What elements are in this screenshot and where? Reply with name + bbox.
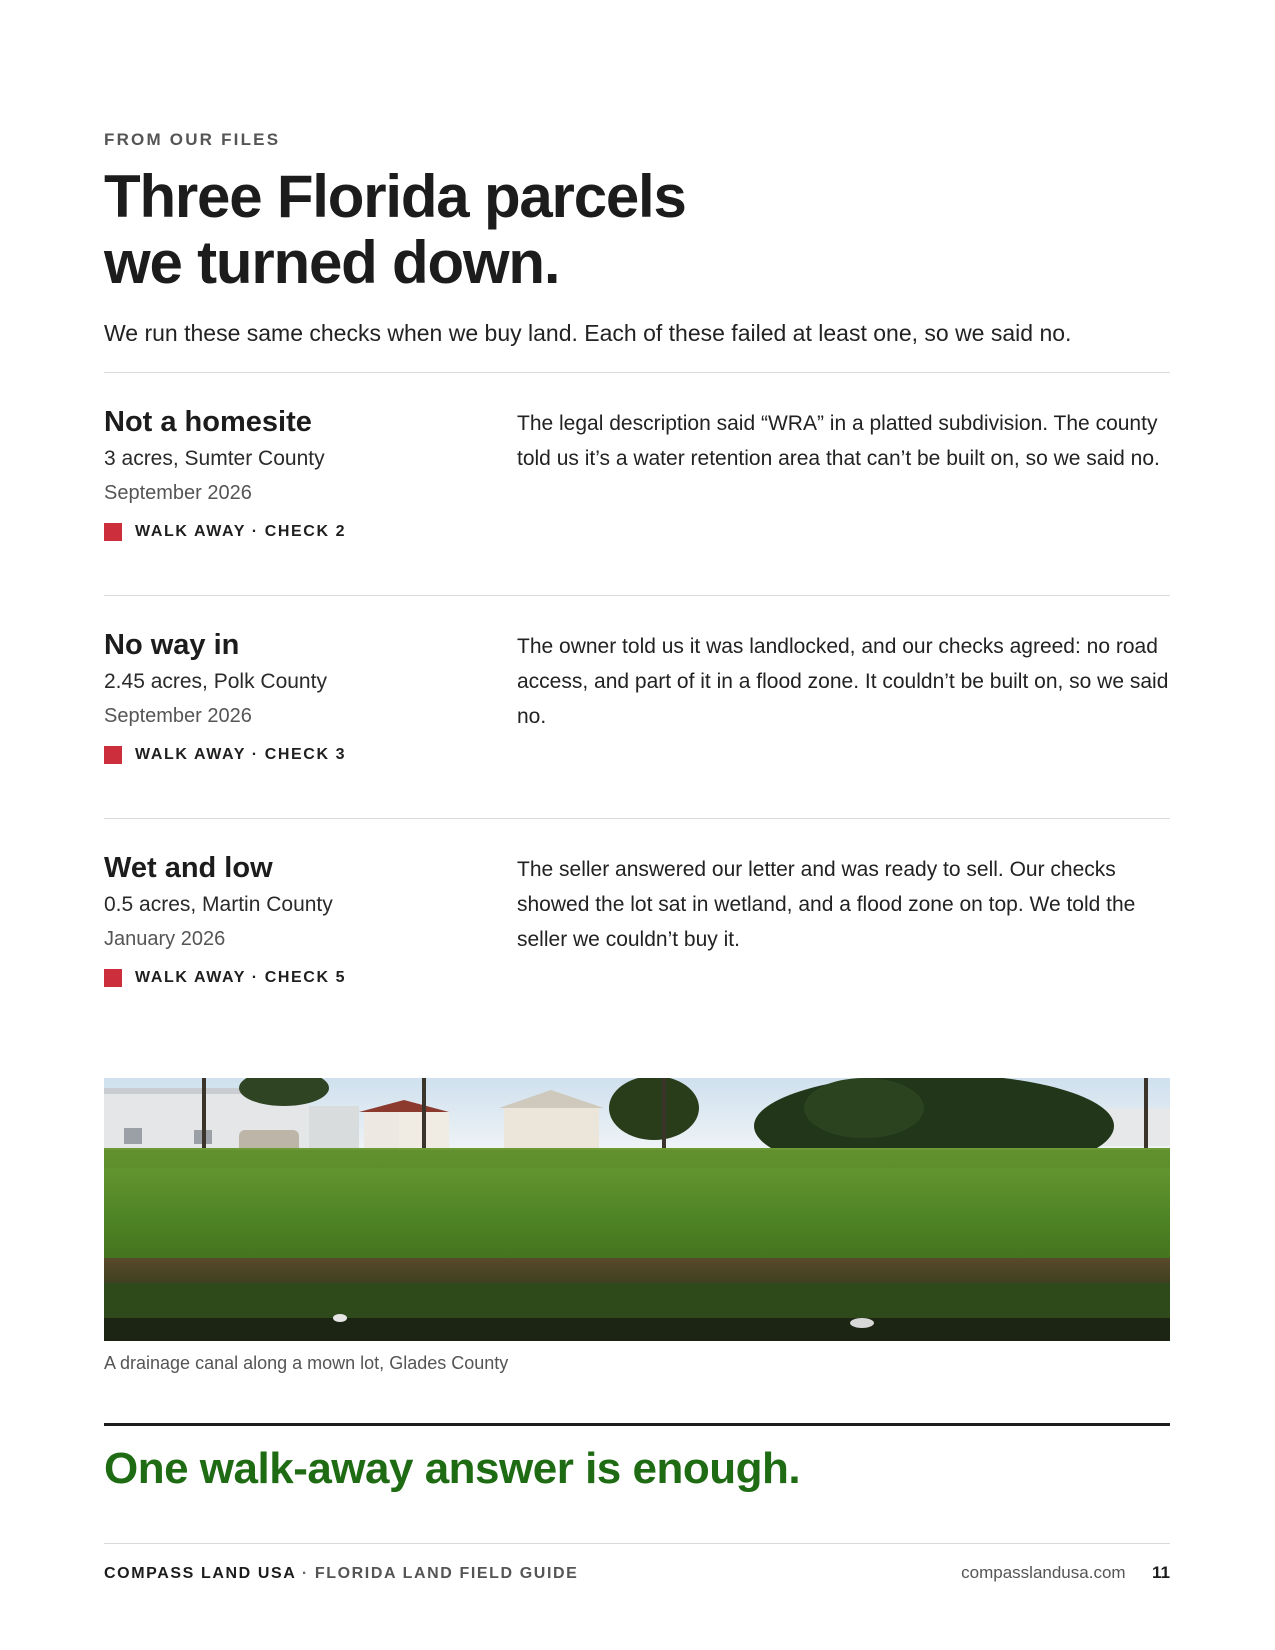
parcel-name: No way in (104, 629, 240, 661)
parcel-size: 3 acres, Sumter County (104, 447, 325, 470)
page-title-line-2: we turned down. (104, 229, 560, 296)
footer-divider (104, 1543, 1170, 1544)
canal-lot-photo (104, 1078, 1170, 1341)
divider (104, 818, 1170, 819)
footer-right (961, 1563, 1170, 1583)
eyebrow-label: FROM OUR FILES (104, 130, 281, 149)
walk-away-badge (104, 969, 346, 987)
red-square-icon (104, 969, 122, 987)
parcel-entry (104, 406, 1170, 556)
parcel-size: 0.5 acres, Martin County (104, 893, 333, 916)
footer-separator: · (301, 1565, 309, 1582)
parcel-name: Wet and low (104, 852, 273, 884)
badge-label: WALK AWAY · CHECK 3 (135, 746, 347, 763)
parcel-size: 2.45 acres, Polk County (104, 670, 327, 693)
red-square-icon (104, 523, 122, 541)
page-footer (104, 1561, 1170, 1591)
parcel-date: January 2026 (104, 928, 226, 950)
footer-website-link[interactable]: compasslandusa.com (961, 1563, 1126, 1582)
page-title-line-1: Three Florida parcels (104, 163, 686, 230)
parcel-date: September 2026 (104, 482, 252, 504)
parcel-entry (104, 852, 1170, 1002)
closing-tagline: One walk-away answer is enough. (104, 1444, 801, 1493)
walk-away-badge (104, 523, 346, 541)
badge-label: WALK AWAY · CHECK 5 (135, 969, 347, 986)
divider (104, 372, 1170, 373)
footer-guide-name: FLORIDA LAND FIELD GUIDE (314, 1565, 579, 1582)
parcel-date: September 2026 (104, 705, 252, 727)
parcel-name: Not a homesite (104, 406, 312, 438)
divider (104, 595, 1170, 596)
photo-caption: A drainage canal along a mown lot, Glades County (104, 1353, 509, 1373)
footer-title (104, 1565, 578, 1583)
footer-brand: COMPASS LAND USA (104, 1565, 296, 1582)
page-title (104, 164, 864, 296)
badge-label: WALK AWAY · CHECK 2 (135, 523, 347, 540)
walk-away-badge (104, 746, 346, 764)
red-square-icon (104, 746, 122, 764)
parcel-entry (104, 629, 1170, 779)
page-number: 11 (1152, 1563, 1170, 1582)
parcel-description: The legal description said “WRA” in a platted subdivision. The county told us it’s a water retention area that can’t be built on, so we said no. (517, 412, 1160, 470)
parcel-description: The owner told us it was landlocked, and our checks agreed: no road access, and part of it in a flood zone. It couldn’t be built on, so we said no. (517, 635, 1169, 728)
intro-paragraph: We run these same checks when we buy land. Each of these failed at least one, so we said no. (104, 320, 1072, 346)
parcel-description: The seller answered our letter and was ready to sell. Our checks showed the lot sat in wetland, and a flood zone on top. We told the seller we couldn’t buy it. (517, 858, 1136, 951)
section-divider (104, 1423, 1170, 1426)
page (104, 0, 1170, 1650)
